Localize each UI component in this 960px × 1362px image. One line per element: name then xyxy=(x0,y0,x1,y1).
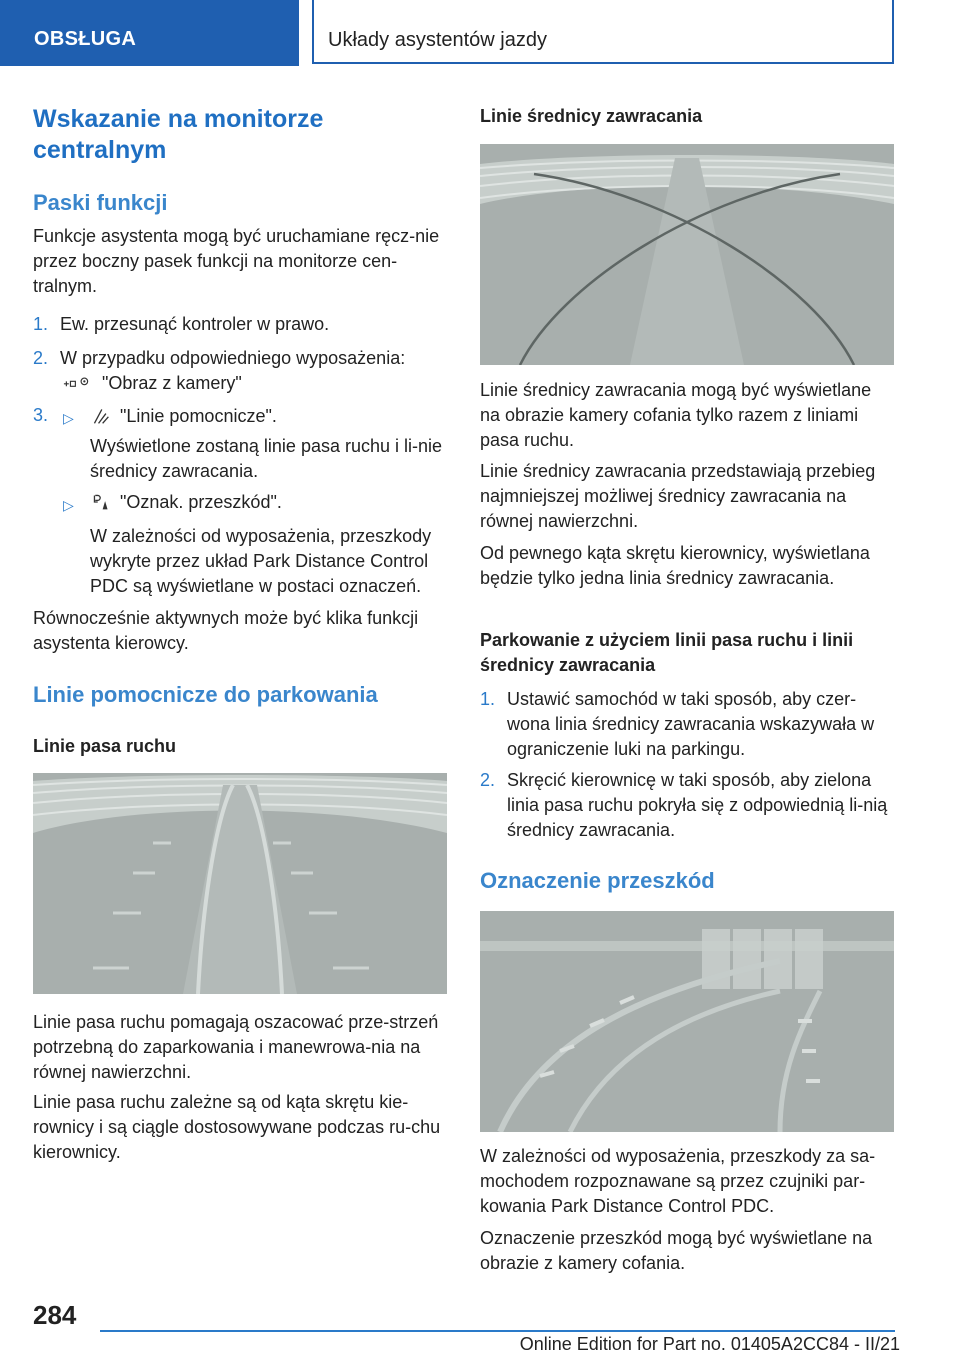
step-text: Skręcić kierownicę w taki sposób, aby zielona linia pasa ruchu pokryła się z odpowiednią li-nią średnicy zawracania. xyxy=(507,770,888,840)
header-section: OBSŁUGA xyxy=(34,28,137,50)
header-section-tab xyxy=(0,0,299,66)
footer-edition: Online Edition for Part no. 01405A2CC84 - II/21 xyxy=(519,1334,900,1354)
turning-lines-image xyxy=(480,144,894,365)
triangle-bullet-icon: ▷ xyxy=(63,410,74,426)
step-sub2 xyxy=(90,490,450,515)
step-number: 2. xyxy=(33,348,49,368)
parking-lines-icon xyxy=(90,407,112,425)
heading-function-bars: Paski funkcji xyxy=(33,190,168,215)
paragraph-turning-2: Linie średnicy zawracania przedstawiają przebieg najmniejszej możliwej średnicy zawracania na równej nawierzchni. xyxy=(480,461,876,531)
header-chapter-box xyxy=(312,0,894,64)
step-sub1-desc: Wyświetlone zostaną linie pasa ruchu i li-nie średnicy zawracania. xyxy=(90,436,443,481)
step-text: W przypadku odpowiedniego wyposażenia: xyxy=(60,348,406,368)
step-sub1 xyxy=(90,404,450,429)
parking-lines-label: "Linie pomocnicze". xyxy=(120,406,277,426)
obstacle-marking-label: "Oznak. przeszkód". xyxy=(120,492,282,512)
heading-lane-lines: Linie pasa ruchu xyxy=(33,736,177,756)
paragraph-function-bars: Funkcje asystenta mogą być uruchamiane ręcz-nie przez boczny pasek funkcji na monitorze cen-tralnym. xyxy=(33,226,440,296)
heading-obstacle-marking: Oznaczenie przeszkód xyxy=(480,868,715,893)
paragraph-lane-2: Linie pasa ruchu zależne są od kąta skrętu kie-rownicy i są ciągle dostosowywane podczas ru-chu kierownicy. xyxy=(33,1092,441,1162)
paragraph-simultaneous: Równocześnie aktywnych może być klika funkcji asystenta kierowcy. xyxy=(33,608,419,653)
paragraph-obstacle-1: W zależności od wyposażenia, przeszkody za sa-mochodem rozpoznawane są przez czujniki par-kowania Park Distance Control PDC. xyxy=(480,1146,876,1216)
step-sub2-desc: W zależności od wyposażenia, przeszkody wykryte przez układ Park Distance Control PDC są wyświetlane w postaci oznaczeń. xyxy=(90,526,432,596)
step-number: 3. xyxy=(33,405,49,425)
heading-central-monitor: Wskazanie na monitorze centralnym xyxy=(33,105,324,164)
triangle-bullet-icon: ▷ xyxy=(63,497,74,513)
footer-divider xyxy=(100,1330,895,1332)
step-number: 2. xyxy=(480,770,496,790)
lane-lines-image xyxy=(33,773,447,994)
camera-image-label: "Obraz z kamery" xyxy=(102,373,242,393)
heading-parking-procedure: Parkowanie z użyciem linii pasa ruchu i linii średnicy zawracania xyxy=(480,630,854,675)
heading-parking-lines: Linie pomocnicze do parkowania xyxy=(33,682,378,707)
step-number: 1. xyxy=(480,689,496,709)
heading-turning-lines: Linie średnicy zawracania xyxy=(480,106,703,126)
paragraph-turning-3: Od pewnego kąta skrętu kierownicy, wyświetlana będzie tylko jedna linia średnicy zawracania. xyxy=(480,543,870,588)
step-text: Ustawić samochód w taki sposób, aby czer-wona linia średnicy zawracania wskazywała w ograniczenie luki na parkingu. xyxy=(507,689,875,759)
step-text: Ew. przesunąć kontroler w prawo. xyxy=(60,314,330,334)
step-subtext xyxy=(60,371,450,396)
obstacle-marking-icon xyxy=(90,493,112,511)
paragraph-lane-1: Linie pasa ruchu pomagają oszacować prze-strzeń potrzebną do zaparkowania i manewrowa-nia na równej nawierzchni. xyxy=(33,1012,439,1082)
camera-settings-icon xyxy=(60,374,94,392)
header-chapter: Układy asystentów jazdy xyxy=(328,29,547,51)
paragraph-turning-1: Linie średnicy zawracania mogą być wyświetlane na obrazie kamery cofania tylko razem z liniami pasa ruchu. xyxy=(480,380,872,450)
step-number: 1. xyxy=(33,314,49,334)
page-number: 284 xyxy=(33,1300,77,1330)
obstacle-marking-image xyxy=(480,911,894,1132)
paragraph-obstacle-2: Oznaczenie przeszkód mogą być wyświetlane na obrazie z kamery cofania. xyxy=(480,1228,873,1273)
